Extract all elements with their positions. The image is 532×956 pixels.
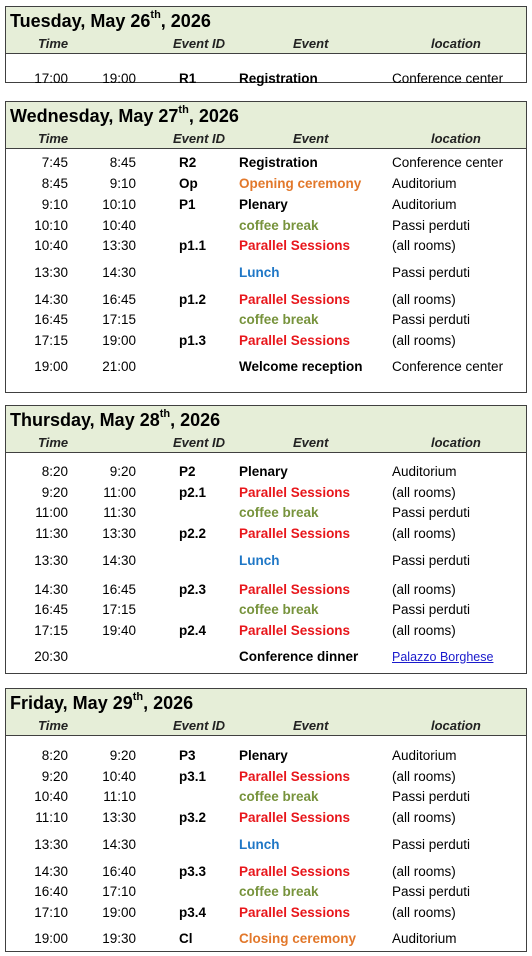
start-time: 13:30 — [34, 265, 68, 280]
schedule-row — [6, 217, 526, 235]
location: Auditorium — [392, 176, 457, 191]
start-time: 17:10 — [34, 905, 68, 920]
event-name: Plenary — [239, 197, 288, 212]
event-name: Conference dinner — [239, 649, 359, 664]
event-name: coffee break — [239, 218, 319, 233]
event-name: Parallel Sessions — [239, 623, 351, 638]
column-headers — [6, 717, 526, 735]
event-name: coffee break — [239, 789, 319, 804]
end-time: 19:40 — [102, 623, 136, 638]
end-time: 19:00 — [102, 71, 136, 86]
location: Passi perduti — [392, 218, 471, 233]
start-time: 16:45 — [34, 312, 68, 327]
location: (all rooms) — [392, 485, 456, 500]
location: Passi perduti — [392, 505, 471, 520]
event-name: Parallel Sessions — [239, 864, 351, 879]
event-id: p2.4 — [179, 623, 207, 638]
day-title-text: Wednesday, May 27 — [10, 106, 179, 126]
schedule-row — [6, 747, 526, 765]
location: Passi perduti — [392, 265, 471, 280]
event-name: Closing ceremony — [239, 931, 357, 946]
event-name: coffee break — [239, 312, 319, 327]
schedule-row — [6, 484, 526, 502]
end-time: 13:30 — [102, 810, 136, 825]
event-name: Registration — [239, 71, 318, 86]
location: (all rooms) — [392, 905, 456, 920]
schedule-row — [6, 237, 526, 255]
start-time: 17:15 — [34, 333, 68, 348]
event-name: Welcome reception — [239, 359, 363, 374]
location: (all rooms) — [392, 526, 456, 541]
start-time: 10:10 — [34, 218, 68, 233]
start-time: 7:45 — [41, 155, 68, 170]
start-time: 8:20 — [41, 464, 68, 479]
schedule-row — [6, 552, 526, 570]
schedule-row — [6, 930, 526, 948]
day-title — [6, 102, 526, 130]
column-headers — [6, 35, 526, 53]
end-time: 19:00 — [102, 905, 136, 920]
event-name: Parallel Sessions — [239, 526, 351, 541]
event-name: coffee break — [239, 602, 319, 617]
start-time: 10:40 — [34, 789, 68, 804]
event-id: p1.1 — [179, 238, 207, 253]
location: (all rooms) — [392, 810, 456, 825]
schedule-row — [6, 70, 526, 88]
end-time: 14:30 — [102, 553, 136, 568]
location: Passi perduti — [392, 312, 471, 327]
end-time: 16:45 — [102, 292, 136, 307]
start-time: 17:00 — [34, 71, 68, 86]
location: (all rooms) — [392, 623, 456, 638]
event-name: Parallel Sessions — [239, 238, 351, 253]
end-time: 16:40 — [102, 864, 136, 879]
location: Conference center — [392, 155, 504, 170]
start-time: 19:00 — [34, 359, 68, 374]
column-header-event: Event — [293, 131, 329, 146]
location: Passi perduti — [392, 602, 471, 617]
end-time: 17:15 — [102, 312, 136, 327]
location: Passi perduti — [392, 837, 471, 852]
schedule-row — [6, 648, 526, 666]
event-id: p3.3 — [179, 864, 207, 879]
start-time: 16:40 — [34, 884, 68, 899]
event-name: Parallel Sessions — [239, 810, 351, 825]
day-title — [6, 689, 526, 717]
end-time: 9:10 — [109, 176, 136, 191]
location: (all rooms) — [392, 333, 456, 348]
schedule-row — [6, 504, 526, 522]
end-time: 9:20 — [109, 464, 136, 479]
end-time: 11:10 — [103, 789, 136, 804]
schedule-row — [6, 463, 526, 481]
day-title-year: , 2026 — [188, 106, 239, 126]
end-time: 13:30 — [102, 526, 136, 541]
location: (all rooms) — [392, 238, 456, 253]
day-title — [6, 7, 526, 35]
end-time: 13:30 — [102, 238, 136, 253]
schedule-row — [6, 525, 526, 543]
column-header-event-id: Event ID — [173, 435, 226, 450]
start-time: 9:20 — [41, 485, 68, 500]
end-time: 10:10 — [102, 197, 136, 212]
column-header-location: location — [431, 36, 481, 51]
event-id: Op — [179, 176, 198, 191]
schedule-row — [6, 809, 526, 827]
event-name: Parallel Sessions — [239, 292, 351, 307]
day-title-ordinal: th — [159, 408, 171, 420]
day-block — [5, 6, 527, 86]
location: (all rooms) — [392, 292, 456, 307]
event-id: p1.3 — [179, 333, 207, 348]
start-time: 13:30 — [34, 837, 68, 852]
event-name: Lunch — [239, 553, 280, 568]
start-time: 19:00 — [34, 931, 68, 946]
day-title-year: , 2026 — [170, 410, 221, 430]
schedule-row — [6, 311, 526, 329]
start-time: 14:30 — [34, 582, 68, 597]
schedule-row — [6, 581, 526, 599]
schedule-row — [6, 863, 526, 881]
event-id: R2 — [179, 155, 197, 170]
end-time: 17:10 — [102, 884, 136, 899]
location: Passi perduti — [392, 789, 471, 804]
end-time: 11:00 — [103, 485, 136, 500]
event-name: Opening ceremony — [239, 176, 362, 191]
schedule-row — [6, 622, 526, 640]
column-header-event: Event — [293, 435, 329, 450]
event-id: p3.4 — [179, 905, 207, 920]
event-name: Plenary — [239, 748, 288, 763]
day-title-year: , 2026 — [143, 693, 194, 713]
end-time: 8:45 — [109, 155, 136, 170]
day-header — [6, 102, 526, 149]
location: (all rooms) — [392, 582, 456, 597]
day-title-text: Tuesday, May 26 — [10, 11, 151, 31]
column-headers — [6, 130, 526, 148]
location: (all rooms) — [392, 864, 456, 879]
start-time: 9:10 — [41, 197, 68, 212]
end-time: 14:30 — [102, 837, 136, 852]
start-time: 8:45 — [41, 176, 68, 191]
start-time: 11:30 — [35, 526, 68, 541]
start-time: 13:30 — [34, 553, 68, 568]
day-title — [6, 406, 526, 434]
event-id: P2 — [179, 464, 196, 479]
day-title-ordinal: th — [132, 691, 144, 703]
end-time: 17:15 — [102, 602, 136, 617]
column-header-event: Event — [293, 36, 329, 51]
event-id: P1 — [179, 197, 196, 212]
start-time: 14:30 — [34, 292, 68, 307]
day-block — [5, 405, 527, 674]
schedule-row — [6, 175, 526, 193]
start-time: 20:30 — [34, 649, 68, 664]
start-time: 17:15 — [34, 623, 68, 638]
column-header-event-id: Event ID — [173, 36, 226, 51]
event-name: Registration — [239, 155, 318, 170]
location: (all rooms) — [392, 769, 456, 784]
column-header-location: location — [431, 718, 481, 733]
schedule-row — [6, 358, 526, 376]
day-title-ordinal: th — [178, 104, 189, 116]
end-time: 21:00 — [102, 359, 136, 374]
event-name: Parallel Sessions — [239, 582, 351, 597]
end-time: 10:40 — [102, 218, 136, 233]
event-id: R1 — [179, 71, 197, 86]
location: Passi perduti — [392, 553, 471, 568]
end-time: 14:30 — [102, 265, 136, 280]
location: Passi perduti — [392, 884, 471, 899]
day-title-year: , 2026 — [160, 11, 211, 31]
end-time: 11:30 — [103, 505, 136, 520]
event-id: p2.3 — [179, 582, 207, 597]
column-header-event-id: Event ID — [173, 131, 226, 146]
end-time: 16:45 — [102, 582, 136, 597]
start-time: 9:20 — [41, 769, 68, 784]
start-time: 11:10 — [35, 810, 68, 825]
location: Conference center — [392, 359, 504, 374]
event-name: Parallel Sessions — [239, 485, 351, 500]
schedule-row — [6, 601, 526, 619]
event-name: Parallel Sessions — [239, 905, 351, 920]
column-header-location: location — [431, 435, 481, 450]
schedule-row — [6, 883, 526, 901]
column-header-event-id: Event ID — [173, 718, 226, 733]
column-header-time: Time — [38, 36, 69, 51]
schedule-row — [6, 291, 526, 309]
location: Auditorium — [392, 197, 457, 212]
schedule-row — [6, 904, 526, 922]
day-title-text: Thursday, May 28 — [10, 410, 160, 430]
event-name: coffee break — [239, 505, 319, 520]
start-time: 16:45 — [34, 602, 68, 617]
column-header-time: Time — [38, 718, 69, 733]
end-time: 19:00 — [102, 333, 136, 348]
location-link[interactable]: Palazzo Borghese — [392, 650, 494, 664]
event-id: P3 — [179, 748, 196, 763]
schedule-row — [6, 332, 526, 350]
day-title-text: Friday, May 29 — [10, 693, 133, 713]
end-time: 19:30 — [102, 931, 136, 946]
day-header — [6, 406, 526, 453]
day-header — [6, 689, 526, 736]
location: Auditorium — [392, 464, 457, 479]
event-id: p3.1 — [179, 769, 207, 784]
end-time: 9:20 — [109, 748, 136, 763]
column-header-time: Time — [38, 131, 69, 146]
column-header-event: Event — [293, 718, 329, 733]
event-name: Plenary — [239, 464, 288, 479]
event-name: Parallel Sessions — [239, 769, 351, 784]
column-header-location: location — [431, 131, 481, 146]
event-name: Parallel Sessions — [239, 333, 351, 348]
event-id: Cl — [179, 931, 193, 946]
start-time: 8:20 — [41, 748, 68, 763]
start-time: 10:40 — [34, 238, 68, 253]
location: Conference center — [392, 71, 504, 86]
event-name: coffee break — [239, 884, 319, 899]
schedule-row — [6, 768, 526, 786]
column-headers — [6, 434, 526, 452]
event-name: Lunch — [239, 837, 280, 852]
event-id: p2.2 — [179, 526, 207, 541]
event-id: p1.2 — [179, 292, 207, 307]
schedule-row — [6, 154, 526, 172]
event-name: Lunch — [239, 265, 280, 280]
event-id: p2.1 — [179, 485, 207, 500]
end-time: 10:40 — [102, 769, 136, 784]
schedule-row — [6, 836, 526, 854]
location-cell — [392, 648, 493, 666]
start-time: 14:30 — [34, 864, 68, 879]
column-header-time: Time — [38, 435, 69, 450]
day-block — [5, 101, 527, 393]
day-title-ordinal: th — [150, 9, 161, 21]
schedule-row — [6, 196, 526, 214]
event-id: p3.2 — [179, 810, 207, 825]
day-block — [5, 688, 527, 952]
location: Auditorium — [392, 748, 457, 763]
schedule-row — [6, 788, 526, 806]
day-header — [6, 7, 526, 54]
schedule-row — [6, 264, 526, 282]
location: Auditorium — [392, 931, 457, 946]
start-time: 11:00 — [35, 505, 68, 520]
